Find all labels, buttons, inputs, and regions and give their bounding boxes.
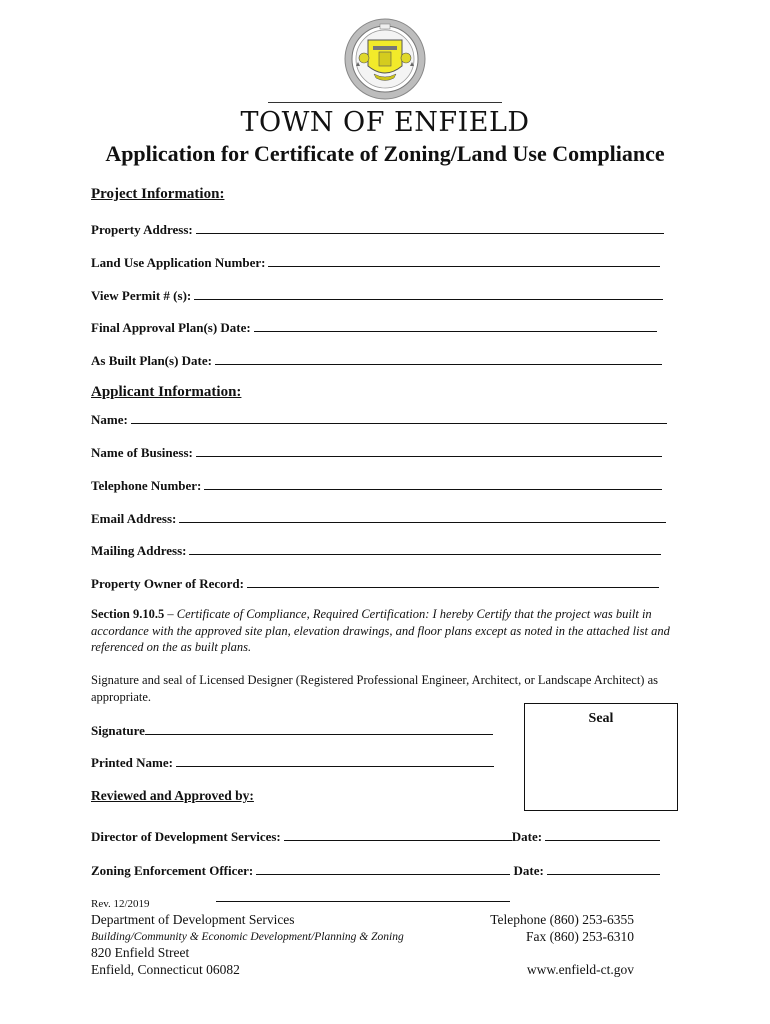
header-rule <box>268 102 502 103</box>
final-approval-date-line[interactable] <box>254 319 657 332</box>
zeo-date-label: Date: <box>513 863 544 878</box>
city-state-zip: Enfield, Connecticut 06082 <box>91 962 240 977</box>
final-approval-date-field[interactable] <box>91 319 657 336</box>
as-built-date-line[interactable] <box>215 352 662 365</box>
name-label: Name: <box>91 412 128 427</box>
business-name-label: Name of Business: <box>91 445 193 460</box>
fax-number: Fax (860) 253-6310 <box>526 929 634 944</box>
zeo-signature-line[interactable] <box>256 862 510 875</box>
seal-label: Seal <box>588 711 614 726</box>
view-permit-line[interactable] <box>194 287 663 300</box>
mailing-address-line[interactable] <box>189 542 661 555</box>
email-label: Email Address: <box>91 511 177 526</box>
business-name-field[interactable] <box>91 444 662 461</box>
department-divisions: Building/Community & Economic Development/Planning & Zoning <box>91 931 404 943</box>
email-line[interactable] <box>179 510 666 523</box>
director-date-label: Date: <box>511 829 543 844</box>
business-name-line[interactable] <box>196 444 662 457</box>
applicant-info-heading: Applicant Information: <box>91 384 242 400</box>
telephone-label: Telephone Number: <box>91 478 202 493</box>
director-signature-line[interactable] <box>284 828 512 841</box>
zeo-approval-field[interactable] <box>91 862 660 879</box>
name-field[interactable] <box>91 411 667 428</box>
property-owner-label: Property Owner of Record: <box>91 576 244 591</box>
town-seal-logo <box>344 18 426 100</box>
director-date-line[interactable] <box>545 828 660 841</box>
website-link[interactable]: www.enfield-ct.gov <box>526 962 634 977</box>
property-address-line[interactable] <box>196 221 664 234</box>
telephone-number: Telephone (860) 253-6355 <box>490 912 634 927</box>
mailing-address-label: Mailing Address: <box>91 543 187 558</box>
printed-name-label: Printed Name: <box>91 755 173 770</box>
footer-rule <box>216 901 510 902</box>
department-name: Department of Development Services <box>91 912 295 927</box>
printed-name-field[interactable] <box>91 754 494 771</box>
view-permit-field[interactable] <box>91 287 663 304</box>
street-address: 820 Enfield Street <box>91 945 190 960</box>
printed-name-line[interactable] <box>176 754 494 767</box>
land-use-app-number-line[interactable] <box>268 254 660 267</box>
zeo-label: Zoning Enforcement Officer: <box>91 863 254 878</box>
certification-text: – Certificate of Compliance, Required Certification: I hereby Certify that the project was built in accordance with the approved site plan, elevation drawings, and floor plans except as noted in the attached list and referenced on the as built plans. <box>91 607 670 654</box>
property-owner-field[interactable] <box>91 575 659 592</box>
project-info-heading: Project Information: <box>91 186 225 202</box>
reviewed-approved-heading: Reviewed and Approved by: <box>91 788 254 803</box>
revision-date: Rev. 12/2019 <box>91 898 150 910</box>
telephone-field[interactable] <box>91 477 662 494</box>
signature-line[interactable] <box>145 722 493 735</box>
designer-note: Signature and seal of Licensed Designer (Registered Professional Engineer, Architect, or Landscape Architect) as appropriate. <box>91 673 659 704</box>
as-built-date-field[interactable] <box>91 352 662 369</box>
final-approval-date-label: Final Approval Plan(s) Date: <box>91 320 251 335</box>
seal-box[interactable] <box>524 703 678 811</box>
town-name: TOWN OF ENFIELD <box>240 107 530 138</box>
section-reference: Section 9.10.5 <box>91 607 165 621</box>
zeo-date-line[interactable] <box>547 862 660 875</box>
signature-field[interactable] <box>91 722 493 739</box>
land-use-app-number-label: Land Use Application Number: <box>91 255 266 270</box>
signature-label: Signature <box>91 723 145 738</box>
view-permit-label: View Permit # (s): <box>91 288 192 303</box>
director-label: Director of Development Services: <box>91 829 281 844</box>
property-address-label: Property Address: <box>91 222 193 237</box>
name-line[interactable] <box>131 411 667 424</box>
property-owner-line[interactable] <box>247 575 659 588</box>
certification-statement <box>91 606 681 656</box>
email-field[interactable] <box>91 510 666 527</box>
property-address-field[interactable] <box>91 221 664 238</box>
document-title: Application for Certificate of Zoning/Land Use Compliance <box>105 141 665 166</box>
mailing-address-field[interactable] <box>91 542 661 559</box>
telephone-line[interactable] <box>204 477 662 490</box>
land-use-app-number-field[interactable] <box>91 254 660 271</box>
as-built-date-label: As Built Plan(s) Date: <box>91 353 212 368</box>
director-approval-field[interactable] <box>91 828 660 845</box>
